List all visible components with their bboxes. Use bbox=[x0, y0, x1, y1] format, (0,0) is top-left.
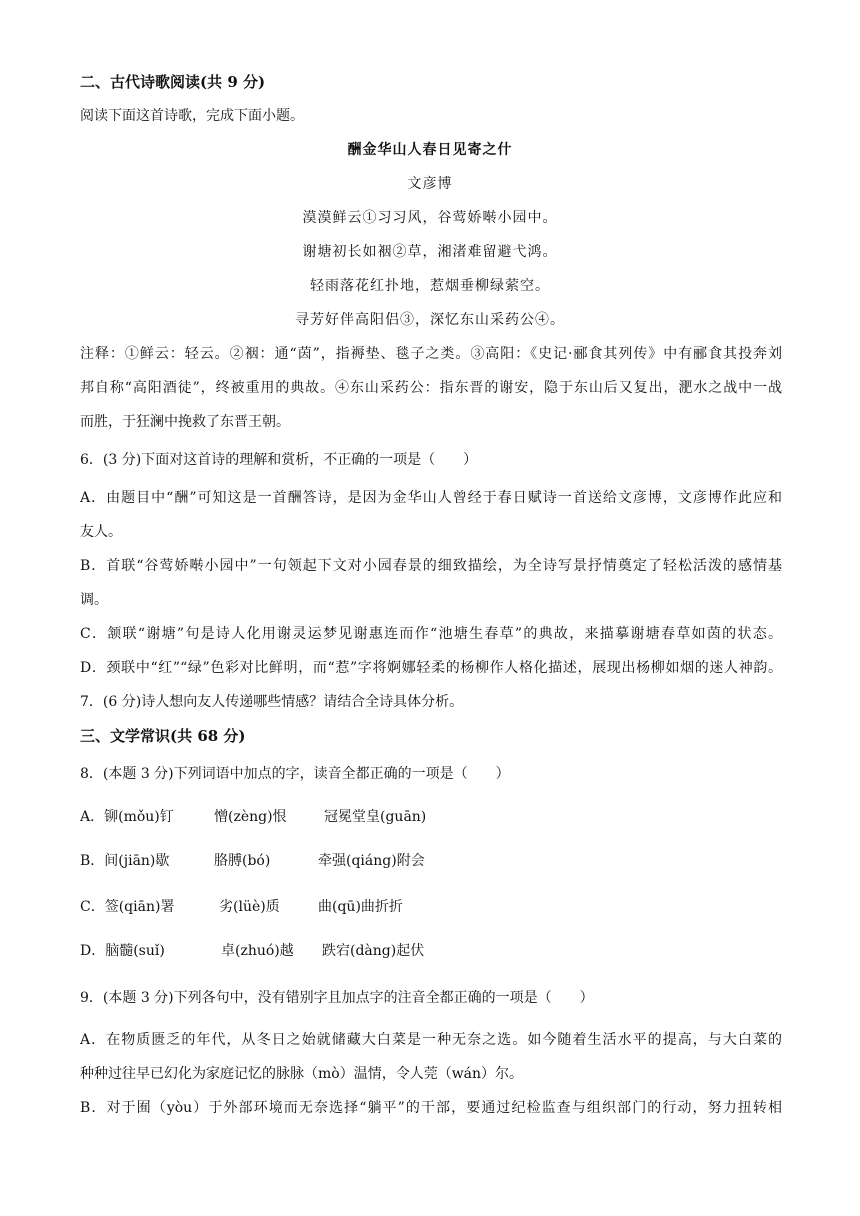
poem-line-2: 谢塘初长如裀②草，湘渚难留避弋鸿。 bbox=[302, 244, 558, 260]
notes-line-1: 注释：①鲜云：轻云。②裀：通“茵”，指褥垫、毯子之类。③高阳：《史记·郦食其列传》中有郦食其投奔刘 bbox=[80, 346, 782, 362]
notes-line-3: 而胜，于狂澜中挽救了东晋王朝。 bbox=[80, 414, 290, 430]
q6-option-b: B．首联“谷莺娇啭小园中”一句领起下文对小园春景的细致描绘，为全诗写景抒情奠定了轻松活泼的感情基 bbox=[80, 558, 782, 574]
q7-stem: 7．(6 分)诗人想向友人传递哪些情感？请结合全诗具体分析。 bbox=[80, 694, 464, 710]
section2-instruction: 阅读下面这首诗歌，完成下面小题。 bbox=[80, 108, 304, 124]
poem-line-1: 漠漠鲜云①习习风，谷莺娇啭小园中。 bbox=[302, 210, 558, 226]
q6-option-b-cont: 调。 bbox=[80, 592, 108, 608]
section3-heading: 三、文学常识(共 68 分) bbox=[80, 727, 246, 745]
q8-b-item-3: 牵强(qiáng)附会 bbox=[318, 853, 425, 869]
q9-option-a: A．在物质匮乏的年代，从冬日之始就储藏大白菜是一种无奈之选。如今随着生活水平的提高，与大白菜的 bbox=[80, 1032, 782, 1048]
q8-b-item-1: B．间(jiān)歇 bbox=[80, 853, 170, 869]
q8-c-item-3: 曲(qū)曲折折 bbox=[318, 899, 403, 915]
q9-option-a-cont: 种种过往早已幻化为家庭记忆的脉脉（mò）温情，令人莞（wán）尔。 bbox=[80, 1066, 524, 1082]
q6-option-d: D．颈联中“红”“绿”色彩对比鲜明，而“惹”字将婀娜轻柔的杨柳作人格化描述，展现出杨柳如烟的迷人神韵。 bbox=[80, 660, 782, 676]
q8-c-item-2: 劣(lüè)质 bbox=[219, 899, 280, 915]
q6-option-a: A．由题目中“酬”可知这是一首酬答诗，是因为金华山人曾经于春日赋诗一首送给文彦博，文彦博作此应和 bbox=[80, 490, 782, 506]
q8-a-item-3: 冠冕堂皇(guān) bbox=[324, 809, 427, 825]
q9-stem: 9．(本题 3 分)下列各句中，没有错别字且加点字的注音全都正确的一项是（ ） bbox=[80, 990, 594, 1006]
q8-a-item-1: A．铆(mǒu)钉 bbox=[80, 809, 174, 825]
section2-heading: 二、古代诗歌阅读(共 9 分) bbox=[80, 73, 266, 91]
poem-line-4: 寻芳好伴高阳侣③，深忆东山采药公④。 bbox=[295, 312, 565, 328]
q8-stem: 8．(本题 3 分)下列词语中加点的字，读音全都正确的一项是（ ） bbox=[80, 766, 510, 782]
poem-title: 酬金华山人春日见寄之什 bbox=[347, 142, 513, 158]
q8-d-item-2: 卓(zhuó)越 bbox=[221, 943, 294, 959]
q8-c-item-1: C．签(qiān)署 bbox=[80, 899, 175, 915]
poem-line-3: 轻雨落花红扑地，惹烟垂柳绿萦空。 bbox=[310, 278, 550, 294]
poem-author: 文彦博 bbox=[407, 176, 453, 192]
q8-d-item-3: 跌宕(dàng)起伏 bbox=[322, 943, 425, 959]
q8-d-item-1: D．脑髓(suǐ) bbox=[80, 943, 165, 959]
q8-b-item-2: 胳膊(bó) bbox=[214, 853, 271, 869]
q6-option-a-cont: 友人。 bbox=[80, 524, 122, 540]
notes-line-2: 邦自称“高阳酒徒”，终被重用的典故。④东山采药公：指东晋的谢安，隐于东山后又复出，淝水之战中一战 bbox=[80, 380, 782, 396]
q6-option-c: C．颔联“谢塘”句是诗人化用谢灵运梦见谢惠连而作“池塘生春草”的典故，来描摹谢塘春草如茵的状态。 bbox=[80, 626, 782, 642]
q8-a-item-2: 憎(zèng)恨 bbox=[214, 809, 287, 825]
q6-stem: 6．(3 分)下面对这首诗的理解和赏析，不正确的一项是（ ） bbox=[80, 452, 478, 468]
q9-option-b: B．对于囿（yòu）于外部环境而无奈选择“躺平”的干部，要通过纪检监查与组织部门的行动，努力扭转相 bbox=[80, 1100, 782, 1116]
